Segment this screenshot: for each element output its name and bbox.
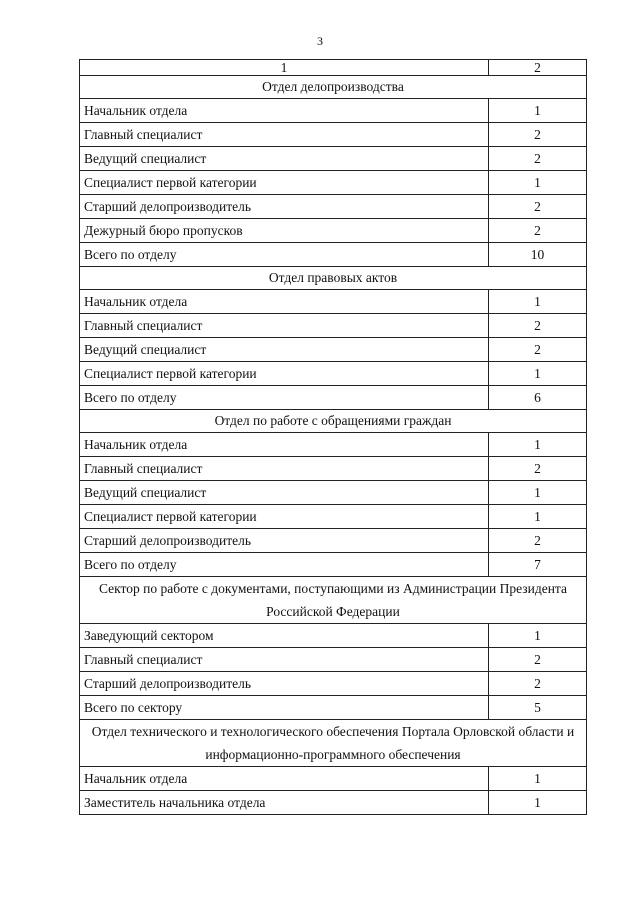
total-row (80, 553, 587, 577)
position-count: 2 (489, 219, 587, 243)
table-row (80, 123, 587, 147)
position-count: 1 (489, 767, 587, 791)
position-count: 10 (489, 243, 587, 267)
table-row (80, 338, 587, 362)
position-name: Специалист первой категории (80, 362, 489, 386)
position-name: Начальник отдела (80, 767, 489, 791)
staffing-table (79, 59, 587, 815)
table-row (80, 648, 587, 672)
position-count: 1 (489, 791, 587, 815)
position-count: 1 (489, 362, 587, 386)
position-name: Дежурный бюро пропусков (80, 219, 489, 243)
position-name: Специалист первой категории (80, 505, 489, 529)
column-number-2: 2 (489, 60, 587, 76)
page-number: 3 (317, 34, 323, 48)
position-count: 1 (489, 290, 587, 314)
table-row (80, 791, 587, 815)
table-row (80, 529, 587, 553)
position-count: 6 (489, 386, 587, 410)
table-row (80, 99, 587, 123)
section-title-row (80, 577, 587, 624)
column-number-row (80, 60, 587, 76)
position-count: 2 (489, 648, 587, 672)
table-row (80, 433, 587, 457)
section-title: Отдел технического и технологического обеспечения Портала Орловской области и информационно-программного обеспечения (80, 720, 587, 767)
position-count: 2 (489, 457, 587, 481)
position-name: Главный специалист (80, 648, 489, 672)
position-name: Ведущий специалист (80, 338, 489, 362)
section-title-row (80, 267, 587, 290)
section-title: Отдел делопроизводства (80, 76, 587, 99)
position-name: Главный специалист (80, 314, 489, 338)
section-title-row (80, 410, 587, 433)
position-count: 2 (489, 672, 587, 696)
table-row (80, 362, 587, 386)
table-row (80, 672, 587, 696)
position-count: 1 (489, 505, 587, 529)
total-row (80, 386, 587, 410)
position-name: Старший делопроизводитель (80, 529, 489, 553)
column-number-1: 1 (80, 60, 489, 76)
position-name: Ведущий специалист (80, 481, 489, 505)
table-row (80, 171, 587, 195)
position-name: Старший делопроизводитель (80, 195, 489, 219)
position-count: 7 (489, 553, 587, 577)
section-title: Отдел правовых актов (80, 267, 587, 290)
position-name: Заведующий сектором (80, 624, 489, 648)
position-count: 2 (489, 338, 587, 362)
position-name: Всего по отделу (80, 386, 489, 410)
section-title-row (80, 76, 587, 99)
position-name: Главный специалист (80, 123, 489, 147)
position-count: 1 (489, 481, 587, 505)
position-name: Главный специалист (80, 457, 489, 481)
position-count: 1 (489, 433, 587, 457)
section-title: Отдел по работе с обращениями граждан (80, 410, 587, 433)
position-name: Всего по сектору (80, 696, 489, 720)
position-name: Заместитель начальника отдела (80, 791, 489, 815)
position-count: 2 (489, 529, 587, 553)
position-name: Начальник отдела (80, 99, 489, 123)
section-title: Сектор по работе с документами, поступающими из Администрации Президента Российской Федерации (80, 577, 587, 624)
position-name: Старший делопроизводитель (80, 672, 489, 696)
position-count: 1 (489, 99, 587, 123)
table-row (80, 505, 587, 529)
table-row (80, 457, 587, 481)
section-title-row (80, 720, 587, 767)
position-name: Специалист первой категории (80, 171, 489, 195)
position-count: 1 (489, 624, 587, 648)
table-row (80, 624, 587, 648)
table-row (80, 767, 587, 791)
table-row (80, 314, 587, 338)
position-name: Начальник отдела (80, 290, 489, 314)
position-count: 5 (489, 696, 587, 720)
position-name: Начальник отдела (80, 433, 489, 457)
table-row (80, 219, 587, 243)
position-name: Ведущий специалист (80, 147, 489, 171)
position-name: Всего по отделу (80, 553, 489, 577)
total-row (80, 696, 587, 720)
position-count: 1 (489, 171, 587, 195)
table-row (80, 290, 587, 314)
position-count: 2 (489, 195, 587, 219)
position-count: 2 (489, 314, 587, 338)
position-count: 2 (489, 147, 587, 171)
table-row (80, 481, 587, 505)
table-row (80, 147, 587, 171)
position-count: 2 (489, 123, 587, 147)
total-row (80, 243, 587, 267)
table-row (80, 195, 587, 219)
position-name: Всего по отделу (80, 243, 489, 267)
